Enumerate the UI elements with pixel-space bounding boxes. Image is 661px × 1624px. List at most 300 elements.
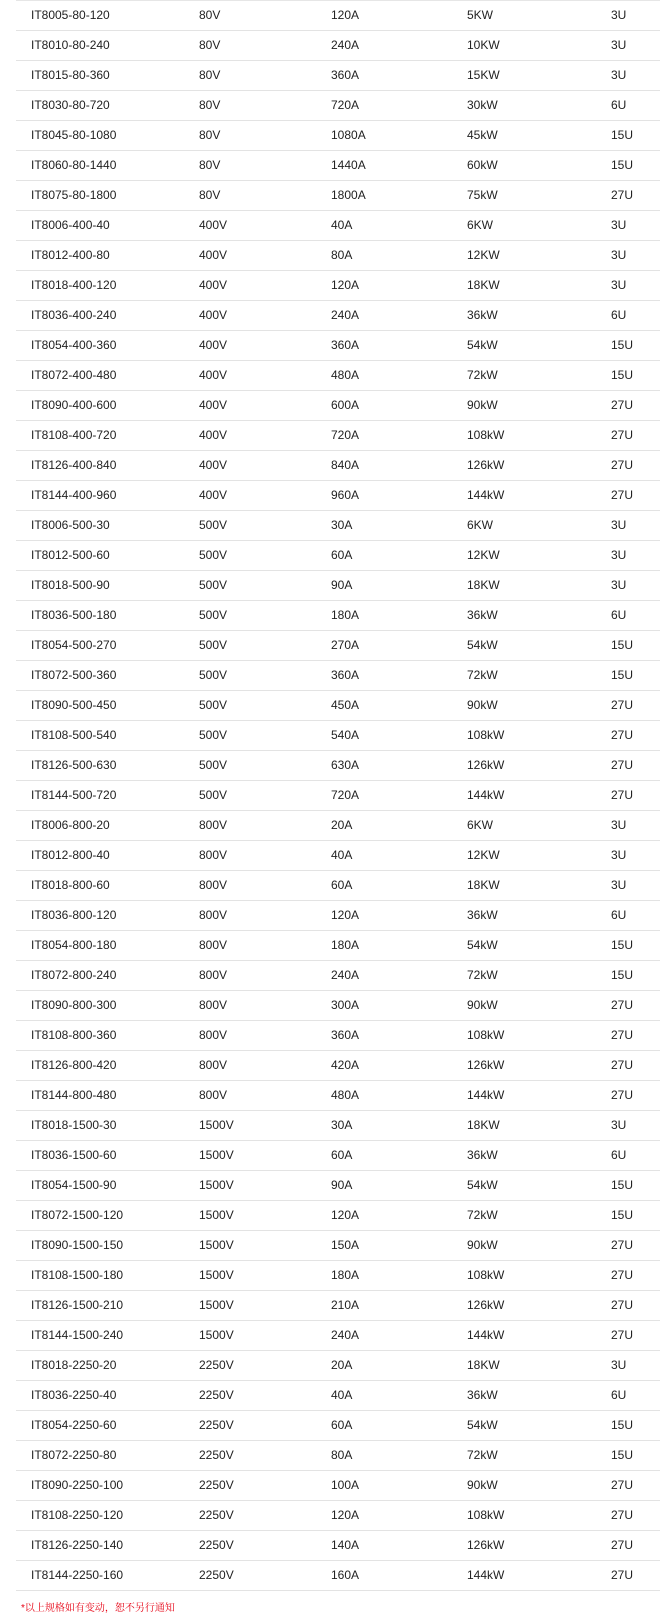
rack-size-cell: 15U <box>611 1411 660 1441</box>
power-cell: 6KW <box>467 211 611 241</box>
rack-size-cell: 15U <box>611 931 660 961</box>
voltage-cell: 400V <box>199 451 331 481</box>
rack-size-cell: 27U <box>611 1261 660 1291</box>
rack-size-cell: 3U <box>611 1351 660 1381</box>
voltage-cell: 500V <box>199 721 331 751</box>
current-cell: 210A <box>331 1291 467 1321</box>
voltage-cell: 500V <box>199 571 331 601</box>
power-cell: 72kW <box>467 361 611 391</box>
rack-size-cell: 15U <box>611 661 660 691</box>
current-cell: 630A <box>331 751 467 781</box>
table-row <box>16 1441 660 1471</box>
current-cell: 960A <box>331 481 467 511</box>
rack-size-cell: 15U <box>611 1441 660 1471</box>
model-cell: IT8054-800-180 <box>16 931 199 961</box>
table-row <box>16 1141 660 1171</box>
power-cell: 108kW <box>467 421 611 451</box>
rack-size-cell: 3U <box>611 1111 660 1141</box>
table-row <box>16 751 660 781</box>
power-cell: 90kW <box>467 1231 611 1261</box>
current-cell: 120A <box>331 1201 467 1231</box>
rack-size-cell: 3U <box>611 871 660 901</box>
power-cell: 12KW <box>467 541 611 571</box>
voltage-cell: 80V <box>199 61 331 91</box>
model-cell: IT8072-2250-80 <box>16 1441 199 1471</box>
power-cell: 18KW <box>467 871 611 901</box>
rack-size-cell: 3U <box>611 271 660 301</box>
rack-size-cell: 27U <box>611 421 660 451</box>
current-cell: 30A <box>331 511 467 541</box>
model-cell: IT8018-800-60 <box>16 871 199 901</box>
voltage-cell: 2250V <box>199 1381 331 1411</box>
model-cell: IT8108-2250-120 <box>16 1501 199 1531</box>
rack-size-cell: 27U <box>611 1231 660 1261</box>
model-cell: IT8090-500-450 <box>16 691 199 721</box>
current-cell: 180A <box>331 601 467 631</box>
voltage-cell: 400V <box>199 391 331 421</box>
power-cell: 12KW <box>467 841 611 871</box>
rack-size-cell: 3U <box>611 1 660 31</box>
current-cell: 80A <box>331 1441 467 1471</box>
current-cell: 40A <box>331 211 467 241</box>
table-row <box>16 151 660 181</box>
voltage-cell: 1500V <box>199 1291 331 1321</box>
model-cell: IT8108-500-540 <box>16 721 199 751</box>
current-cell: 840A <box>331 451 467 481</box>
model-cell: IT8144-2250-160 <box>16 1561 199 1591</box>
power-cell: 54kW <box>467 631 611 661</box>
current-cell: 1800A <box>331 181 467 211</box>
current-cell: 480A <box>331 361 467 391</box>
table-row <box>16 1051 660 1081</box>
current-cell: 1080A <box>331 121 467 151</box>
model-cell: IT8144-1500-240 <box>16 1321 199 1351</box>
current-cell: 300A <box>331 991 467 1021</box>
voltage-cell: 500V <box>199 781 331 811</box>
voltage-cell: 400V <box>199 271 331 301</box>
power-cell: 45kW <box>467 121 611 151</box>
power-cell: 18KW <box>467 571 611 601</box>
model-cell: IT8030-80-720 <box>16 91 199 121</box>
voltage-cell: 2250V <box>199 1351 331 1381</box>
current-cell: 120A <box>331 271 467 301</box>
table-row <box>16 271 660 301</box>
rack-size-cell: 27U <box>611 1321 660 1351</box>
model-cell: IT8090-1500-150 <box>16 1231 199 1261</box>
voltage-cell: 1500V <box>199 1201 331 1231</box>
rack-size-cell: 27U <box>611 451 660 481</box>
model-cell: IT8126-400-840 <box>16 451 199 481</box>
rack-size-cell: 27U <box>611 391 660 421</box>
current-cell: 720A <box>331 421 467 451</box>
model-cell: IT8006-800-20 <box>16 811 199 841</box>
rack-size-cell: 3U <box>611 571 660 601</box>
table-row <box>16 721 660 751</box>
power-cell: 108kW <box>467 1501 611 1531</box>
model-cell: IT8090-400-600 <box>16 391 199 421</box>
power-cell: 126kW <box>467 451 611 481</box>
table-row <box>16 1171 660 1201</box>
voltage-cell: 400V <box>199 421 331 451</box>
model-cell: IT8144-400-960 <box>16 481 199 511</box>
voltage-cell: 2250V <box>199 1411 331 1441</box>
table-row <box>16 1201 660 1231</box>
voltage-cell: 500V <box>199 661 331 691</box>
voltage-cell: 400V <box>199 241 331 271</box>
current-cell: 120A <box>331 1501 467 1531</box>
model-cell: IT8010-80-240 <box>16 31 199 61</box>
voltage-cell: 800V <box>199 901 331 931</box>
table-row <box>16 181 660 211</box>
voltage-cell: 1500V <box>199 1141 331 1171</box>
model-cell: IT8072-500-360 <box>16 661 199 691</box>
table-row <box>16 1261 660 1291</box>
current-cell: 720A <box>331 91 467 121</box>
model-cell: IT8006-400-40 <box>16 211 199 241</box>
model-cell: IT8108-1500-180 <box>16 1261 199 1291</box>
current-cell: 160A <box>331 1561 467 1591</box>
voltage-cell: 500V <box>199 691 331 721</box>
model-cell: IT8018-2250-20 <box>16 1351 199 1381</box>
voltage-cell: 1500V <box>199 1231 331 1261</box>
rack-size-cell: 27U <box>611 1021 660 1051</box>
table-row <box>16 661 660 691</box>
model-cell: IT8012-500-60 <box>16 541 199 571</box>
current-cell: 270A <box>331 631 467 661</box>
table-row <box>16 481 660 511</box>
power-cell: 126kW <box>467 1051 611 1081</box>
power-cell: 72kW <box>467 1201 611 1231</box>
power-cell: 6KW <box>467 811 611 841</box>
voltage-cell: 1500V <box>199 1321 331 1351</box>
rack-size-cell: 27U <box>611 781 660 811</box>
rack-size-cell: 27U <box>611 1291 660 1321</box>
power-cell: 36kW <box>467 1381 611 1411</box>
table-row <box>16 1 660 31</box>
voltage-cell: 800V <box>199 1021 331 1051</box>
rack-size-cell: 6U <box>611 1141 660 1171</box>
power-cell: 144kW <box>467 1321 611 1351</box>
model-cell: IT8018-500-90 <box>16 571 199 601</box>
power-cell: 126kW <box>467 751 611 781</box>
table-row <box>16 31 660 61</box>
voltage-cell: 2250V <box>199 1471 331 1501</box>
voltage-cell: 800V <box>199 841 331 871</box>
current-cell: 180A <box>331 931 467 961</box>
rack-size-cell: 27U <box>611 1081 660 1111</box>
rack-size-cell: 15U <box>611 361 660 391</box>
voltage-cell: 80V <box>199 31 331 61</box>
model-cell: IT8054-2250-60 <box>16 1411 199 1441</box>
model-cell: IT8018-1500-30 <box>16 1111 199 1141</box>
spec-table-body <box>16 1 660 1591</box>
current-cell: 40A <box>331 1381 467 1411</box>
rack-size-cell: 3U <box>611 841 660 871</box>
voltage-cell: 500V <box>199 751 331 781</box>
table-row <box>16 1561 660 1591</box>
rack-size-cell: 6U <box>611 601 660 631</box>
current-cell: 20A <box>331 811 467 841</box>
current-cell: 120A <box>331 901 467 931</box>
table-row <box>16 961 660 991</box>
voltage-cell: 2250V <box>199 1441 331 1471</box>
table-row <box>16 1501 660 1531</box>
model-cell: IT8036-1500-60 <box>16 1141 199 1171</box>
voltage-cell: 500V <box>199 511 331 541</box>
model-cell: IT8126-2250-140 <box>16 1531 199 1561</box>
voltage-cell: 800V <box>199 931 331 961</box>
model-cell: IT8012-400-80 <box>16 241 199 271</box>
rack-size-cell: 3U <box>611 61 660 91</box>
current-cell: 60A <box>331 1411 467 1441</box>
rack-size-cell: 27U <box>611 1501 660 1531</box>
rack-size-cell: 27U <box>611 751 660 781</box>
voltage-cell: 80V <box>199 151 331 181</box>
power-cell: 36kW <box>467 1141 611 1171</box>
rack-size-cell: 3U <box>611 541 660 571</box>
model-cell: IT8006-500-30 <box>16 511 199 541</box>
model-cell: IT8126-500-630 <box>16 751 199 781</box>
table-row <box>16 301 660 331</box>
table-row <box>16 781 660 811</box>
power-cell: 18KW <box>467 1111 611 1141</box>
voltage-cell: 1500V <box>199 1261 331 1291</box>
voltage-cell: 800V <box>199 961 331 991</box>
footnote: *以上规格如有变动，恕不另行通知 <box>21 1603 175 1614</box>
current-cell: 100A <box>331 1471 467 1501</box>
power-cell: 5KW <box>467 1 611 31</box>
power-cell: 54kW <box>467 931 611 961</box>
power-cell: 15KW <box>467 61 611 91</box>
rack-size-cell: 15U <box>611 121 660 151</box>
rack-size-cell: 27U <box>611 481 660 511</box>
rack-size-cell: 27U <box>611 1561 660 1591</box>
current-cell: 90A <box>331 1171 467 1201</box>
power-cell: 54kW <box>467 1171 611 1201</box>
model-cell: IT8015-80-360 <box>16 61 199 91</box>
power-cell: 6KW <box>467 511 611 541</box>
current-cell: 30A <box>331 1111 467 1141</box>
power-cell: 36kW <box>467 301 611 331</box>
rack-size-cell: 27U <box>611 1051 660 1081</box>
current-cell: 480A <box>331 1081 467 1111</box>
power-cell: 18KW <box>467 271 611 301</box>
voltage-cell: 800V <box>199 811 331 841</box>
power-cell: 144kW <box>467 781 611 811</box>
rack-size-cell: 3U <box>611 511 660 541</box>
model-cell: IT8075-80-1800 <box>16 181 199 211</box>
model-cell: IT8126-800-420 <box>16 1051 199 1081</box>
power-cell: 10KW <box>467 31 611 61</box>
current-cell: 360A <box>331 331 467 361</box>
current-cell: 240A <box>331 961 467 991</box>
current-cell: 80A <box>331 241 467 271</box>
power-cell: 108kW <box>467 721 611 751</box>
model-cell: IT8090-800-300 <box>16 991 199 1021</box>
table-row <box>16 1471 660 1501</box>
voltage-cell: 400V <box>199 331 331 361</box>
table-row <box>16 1021 660 1051</box>
power-cell: 144kW <box>467 1081 611 1111</box>
table-row <box>16 451 660 481</box>
spec-table <box>16 0 660 1591</box>
power-cell: 36kW <box>467 601 611 631</box>
table-row <box>16 1381 660 1411</box>
power-cell: 108kW <box>467 1261 611 1291</box>
current-cell: 120A <box>331 1 467 31</box>
current-cell: 540A <box>331 721 467 751</box>
table-row <box>16 331 660 361</box>
voltage-cell: 1500V <box>199 1111 331 1141</box>
table-row <box>16 571 660 601</box>
current-cell: 180A <box>331 1261 467 1291</box>
rack-size-cell: 27U <box>611 991 660 1021</box>
model-cell: IT8072-1500-120 <box>16 1201 199 1231</box>
power-cell: 90kW <box>467 391 611 421</box>
model-cell: IT8144-800-480 <box>16 1081 199 1111</box>
model-cell: IT8054-500-270 <box>16 631 199 661</box>
table-row <box>16 421 660 451</box>
power-cell: 90kW <box>467 691 611 721</box>
current-cell: 600A <box>331 391 467 421</box>
model-cell: IT8018-400-120 <box>16 271 199 301</box>
table-row <box>16 691 660 721</box>
rack-size-cell: 6U <box>611 901 660 931</box>
model-cell: IT8054-400-360 <box>16 331 199 361</box>
current-cell: 40A <box>331 841 467 871</box>
power-cell: 144kW <box>467 481 611 511</box>
power-cell: 18KW <box>467 1351 611 1381</box>
current-cell: 240A <box>331 301 467 331</box>
current-cell: 60A <box>331 1141 467 1171</box>
table-row <box>16 1081 660 1111</box>
rack-size-cell: 15U <box>611 331 660 361</box>
table-row <box>16 901 660 931</box>
voltage-cell: 800V <box>199 1081 331 1111</box>
table-row <box>16 121 660 151</box>
voltage-cell: 800V <box>199 1051 331 1081</box>
voltage-cell: 80V <box>199 121 331 151</box>
table-row <box>16 601 660 631</box>
table-row <box>16 1321 660 1351</box>
model-cell: IT8045-80-1080 <box>16 121 199 151</box>
table-row <box>16 241 660 271</box>
model-cell: IT8090-2250-100 <box>16 1471 199 1501</box>
power-cell: 144kW <box>467 1561 611 1591</box>
voltage-cell: 80V <box>199 181 331 211</box>
current-cell: 20A <box>331 1351 467 1381</box>
current-cell: 360A <box>331 1021 467 1051</box>
rack-size-cell: 15U <box>611 151 660 181</box>
model-cell: IT8060-80-1440 <box>16 151 199 181</box>
voltage-cell: 500V <box>199 631 331 661</box>
model-cell: IT8072-800-240 <box>16 961 199 991</box>
table-row <box>16 871 660 901</box>
rack-size-cell: 15U <box>611 1171 660 1201</box>
current-cell: 450A <box>331 691 467 721</box>
table-row <box>16 391 660 421</box>
table-row <box>16 811 660 841</box>
voltage-cell: 500V <box>199 541 331 571</box>
table-row <box>16 991 660 1021</box>
table-row <box>16 361 660 391</box>
model-cell: IT8036-800-120 <box>16 901 199 931</box>
power-cell: 36kW <box>467 901 611 931</box>
power-cell: 54kW <box>467 331 611 361</box>
power-cell: 72kW <box>467 961 611 991</box>
rack-size-cell: 27U <box>611 181 660 211</box>
voltage-cell: 400V <box>199 361 331 391</box>
table-row <box>16 931 660 961</box>
current-cell: 140A <box>331 1531 467 1561</box>
rack-size-cell: 6U <box>611 1381 660 1411</box>
voltage-cell: 400V <box>199 301 331 331</box>
model-cell: IT8144-500-720 <box>16 781 199 811</box>
voltage-cell: 80V <box>199 1 331 31</box>
model-cell: IT8012-800-40 <box>16 841 199 871</box>
table-row <box>16 541 660 571</box>
rack-size-cell: 27U <box>611 1531 660 1561</box>
power-cell: 60kW <box>467 151 611 181</box>
voltage-cell: 800V <box>199 991 331 1021</box>
power-cell: 126kW <box>467 1531 611 1561</box>
table-row <box>16 1111 660 1141</box>
current-cell: 360A <box>331 661 467 691</box>
rack-size-cell: 15U <box>611 1201 660 1231</box>
model-cell: IT8108-400-720 <box>16 421 199 451</box>
voltage-cell: 80V <box>199 91 331 121</box>
current-cell: 720A <box>331 781 467 811</box>
voltage-cell: 2250V <box>199 1531 331 1561</box>
current-cell: 360A <box>331 61 467 91</box>
table-row <box>16 511 660 541</box>
table-row <box>16 631 660 661</box>
power-cell: 75kW <box>467 181 611 211</box>
rack-size-cell: 15U <box>611 961 660 991</box>
voltage-cell: 400V <box>199 481 331 511</box>
model-cell: IT8072-400-480 <box>16 361 199 391</box>
voltage-cell: 800V <box>199 871 331 901</box>
voltage-cell: 400V <box>199 211 331 241</box>
power-cell: 54kW <box>467 1411 611 1441</box>
model-cell: IT8036-2250-40 <box>16 1381 199 1411</box>
power-cell: 72kW <box>467 661 611 691</box>
table-row <box>16 1231 660 1261</box>
power-cell: 72kW <box>467 1441 611 1471</box>
current-cell: 420A <box>331 1051 467 1081</box>
power-cell: 126kW <box>467 1291 611 1321</box>
table-row <box>16 91 660 121</box>
current-cell: 60A <box>331 541 467 571</box>
power-cell: 30kW <box>467 91 611 121</box>
rack-size-cell: 3U <box>611 241 660 271</box>
current-cell: 240A <box>331 31 467 61</box>
current-cell: 240A <box>331 1321 467 1351</box>
voltage-cell: 1500V <box>199 1171 331 1201</box>
rack-size-cell: 27U <box>611 721 660 751</box>
table-row <box>16 1411 660 1441</box>
table-row <box>16 1291 660 1321</box>
current-cell: 90A <box>331 571 467 601</box>
model-cell: IT8005-80-120 <box>16 1 199 31</box>
rack-size-cell: 3U <box>611 211 660 241</box>
model-cell: IT8108-800-360 <box>16 1021 199 1051</box>
power-cell: 108kW <box>467 1021 611 1051</box>
power-cell: 90kW <box>467 991 611 1021</box>
current-cell: 1440A <box>331 151 467 181</box>
voltage-cell: 2250V <box>199 1501 331 1531</box>
rack-size-cell: 6U <box>611 91 660 121</box>
